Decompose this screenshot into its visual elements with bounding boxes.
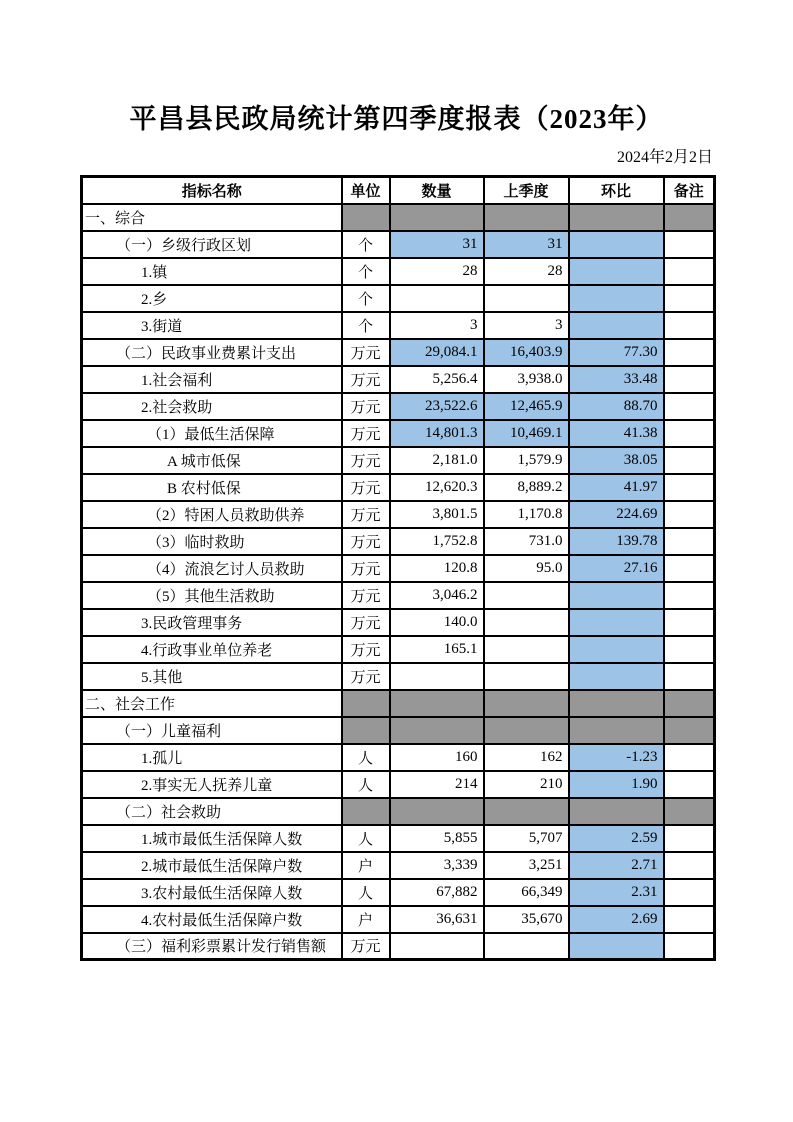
quantity-cell: 160 [390, 744, 484, 771]
note-cell [664, 582, 715, 609]
note-cell [664, 906, 715, 933]
indicator-label-cell: （4）流浪乞讨人员救助 [82, 555, 342, 582]
table-row [82, 771, 715, 798]
table-row [82, 393, 715, 420]
prev-quarter-cell [484, 663, 569, 690]
prev-quarter-cell [484, 204, 569, 231]
section-row [82, 798, 715, 825]
note-cell [664, 501, 715, 528]
ring-ratio-cell [569, 609, 664, 636]
indicator-label-cell: 1.镇 [82, 258, 342, 285]
unit-cell [342, 717, 390, 744]
unit-cell: 万元 [342, 447, 390, 474]
unit-cell [342, 690, 390, 717]
prev-quarter-cell [484, 285, 569, 312]
section-row [82, 717, 715, 744]
note-cell [664, 690, 715, 717]
indicator-label-cell: 一、综合 [82, 204, 342, 231]
unit-cell: 个 [342, 285, 390, 312]
unit-cell: 万元 [342, 474, 390, 501]
table-row [82, 447, 715, 474]
quantity-cell: 120.8 [390, 555, 484, 582]
ring-ratio-cell: 2.69 [569, 906, 664, 933]
indicator-label-cell: （2）特困人员救助供养 [82, 501, 342, 528]
note-cell [664, 744, 715, 771]
report-table [80, 175, 716, 961]
header-ring-ratio: 环比 [569, 177, 664, 204]
unit-cell: 个 [342, 312, 390, 339]
indicator-label-cell: 2.城市最低生活保障户数 [82, 852, 342, 879]
table-row [82, 366, 715, 393]
prev-quarter-cell [484, 636, 569, 663]
unit-cell: 个 [342, 231, 390, 258]
header-note: 备注 [664, 177, 715, 204]
unit-cell: 万元 [342, 582, 390, 609]
prev-quarter-cell: 28 [484, 258, 569, 285]
unit-cell: 人 [342, 771, 390, 798]
note-cell [664, 339, 715, 366]
indicator-label-cell: 1.孤儿 [82, 744, 342, 771]
quantity-cell: 3,046.2 [390, 582, 484, 609]
ring-ratio-cell: 88.70 [569, 393, 664, 420]
prev-quarter-cell: 8,889.2 [484, 474, 569, 501]
prev-quarter-cell: 10,469.1 [484, 420, 569, 447]
note-cell [664, 555, 715, 582]
note-cell [664, 312, 715, 339]
prev-quarter-cell [484, 717, 569, 744]
unit-cell: 万元 [342, 933, 390, 960]
quantity-cell: 5,855 [390, 825, 484, 852]
ring-ratio-cell: 41.97 [569, 474, 664, 501]
unit-cell: 人 [342, 744, 390, 771]
quantity-cell: 165.1 [390, 636, 484, 663]
prev-quarter-cell: 5,707 [484, 825, 569, 852]
unit-cell: 万元 [342, 663, 390, 690]
header-row [82, 177, 715, 204]
unit-cell: 万元 [342, 339, 390, 366]
ring-ratio-cell [569, 690, 664, 717]
table-row [82, 933, 715, 960]
indicator-label-cell: 3.农村最低生活保障人数 [82, 879, 342, 906]
indicator-label-cell: 3.街道 [82, 312, 342, 339]
header-quantity: 数量 [390, 177, 484, 204]
indicator-label-cell: B 农村低保 [82, 474, 342, 501]
table-row [82, 879, 715, 906]
quantity-cell: 3,339 [390, 852, 484, 879]
prev-quarter-cell: 95.0 [484, 555, 569, 582]
report-date: 2024年2月2日 [616, 149, 713, 166]
quantity-cell: 3,801.5 [390, 501, 484, 528]
section-row [82, 690, 715, 717]
prev-quarter-cell [484, 582, 569, 609]
indicator-label-cell: 5.其他 [82, 663, 342, 690]
note-cell [664, 609, 715, 636]
note-cell [664, 393, 715, 420]
indicator-label-cell: 2.乡 [82, 285, 342, 312]
report-table-body [82, 204, 715, 960]
ring-ratio-cell: 2.59 [569, 825, 664, 852]
note-cell [664, 528, 715, 555]
quantity-cell [390, 933, 484, 960]
table-row [82, 636, 715, 663]
unit-cell: 户 [342, 852, 390, 879]
note-cell [664, 798, 715, 825]
ring-ratio-cell [569, 798, 664, 825]
ring-ratio-cell [569, 285, 664, 312]
indicator-label-cell: 4.行政事业单位养老 [82, 636, 342, 663]
ring-ratio-cell: 224.69 [569, 501, 664, 528]
prev-quarter-cell: 31 [484, 231, 569, 258]
table-row [82, 528, 715, 555]
quantity-cell: 28 [390, 258, 484, 285]
note-cell [664, 285, 715, 312]
indicator-label-cell: （5）其他生活救助 [82, 582, 342, 609]
note-cell [664, 825, 715, 852]
quantity-cell [390, 285, 484, 312]
note-cell [664, 636, 715, 663]
table-row [82, 582, 715, 609]
indicator-label-cell: （二）社会救助 [82, 798, 342, 825]
unit-cell: 万元 [342, 609, 390, 636]
prev-quarter-cell [484, 933, 569, 960]
ring-ratio-cell [569, 717, 664, 744]
header-indicator-name: 指标名称 [82, 177, 342, 204]
quantity-cell: 3 [390, 312, 484, 339]
note-cell [664, 879, 715, 906]
prev-quarter-cell [484, 609, 569, 636]
prev-quarter-cell [484, 798, 569, 825]
table-row [82, 663, 715, 690]
unit-cell: 万元 [342, 501, 390, 528]
note-cell [664, 366, 715, 393]
unit-cell [342, 798, 390, 825]
prev-quarter-cell: 3,938.0 [484, 366, 569, 393]
quantity-cell: 14,801.3 [390, 420, 484, 447]
quantity-cell: 5,256.4 [390, 366, 484, 393]
unit-cell: 万元 [342, 636, 390, 663]
indicator-label-cell: 2.社会救助 [82, 393, 342, 420]
table-row [82, 906, 715, 933]
table-row [82, 258, 715, 285]
quantity-cell: 140.0 [390, 609, 484, 636]
prev-quarter-cell: 162 [484, 744, 569, 771]
ring-ratio-cell [569, 258, 664, 285]
prev-quarter-cell: 3,251 [484, 852, 569, 879]
table-row [82, 339, 715, 366]
note-cell [664, 933, 715, 960]
note-cell [664, 717, 715, 744]
ring-ratio-cell: 27.16 [569, 555, 664, 582]
ring-ratio-cell [569, 663, 664, 690]
note-cell [664, 447, 715, 474]
quantity-cell: 29,084.1 [390, 339, 484, 366]
note-cell [664, 771, 715, 798]
quantity-cell: 67,882 [390, 879, 484, 906]
note-cell [664, 663, 715, 690]
ring-ratio-cell: 1.90 [569, 771, 664, 798]
prev-quarter-cell: 210 [484, 771, 569, 798]
table-row [82, 420, 715, 447]
prev-quarter-cell: 35,670 [484, 906, 569, 933]
note-cell [664, 258, 715, 285]
prev-quarter-cell: 3 [484, 312, 569, 339]
quantity-cell: 214 [390, 771, 484, 798]
table-row [82, 231, 715, 258]
section-row [82, 204, 715, 231]
quantity-cell [390, 717, 484, 744]
prev-quarter-cell: 12,465.9 [484, 393, 569, 420]
table-row [82, 555, 715, 582]
quantity-cell [390, 663, 484, 690]
unit-cell: 万元 [342, 555, 390, 582]
ring-ratio-cell: 2.31 [569, 879, 664, 906]
note-cell [664, 474, 715, 501]
table-row [82, 285, 715, 312]
indicator-label-cell: 1.社会福利 [82, 366, 342, 393]
note-cell [664, 852, 715, 879]
table-row [82, 501, 715, 528]
ring-ratio-cell: 38.05 [569, 447, 664, 474]
indicator-label-cell: 4.农村最低生活保障户数 [82, 906, 342, 933]
header-prev-quarter: 上季度 [484, 177, 569, 204]
quantity-cell: 31 [390, 231, 484, 258]
table-row [82, 825, 715, 852]
prev-quarter-cell: 1,170.8 [484, 501, 569, 528]
ring-ratio-cell: 41.38 [569, 420, 664, 447]
table-row [82, 744, 715, 771]
ring-ratio-cell [569, 204, 664, 231]
quantity-cell: 36,631 [390, 906, 484, 933]
ring-ratio-cell [569, 636, 664, 663]
ring-ratio-cell [569, 933, 664, 960]
note-cell [664, 420, 715, 447]
table-row [82, 312, 715, 339]
unit-cell: 万元 [342, 420, 390, 447]
indicator-label-cell: A 城市低保 [82, 447, 342, 474]
note-cell [664, 204, 715, 231]
table-row [82, 474, 715, 501]
prev-quarter-cell [484, 690, 569, 717]
ring-ratio-cell: -1.23 [569, 744, 664, 771]
report-title: 平昌县民政局统计第四季度报表（2023年） [129, 104, 664, 134]
unit-cell [342, 204, 390, 231]
unit-cell: 万元 [342, 528, 390, 555]
prev-quarter-cell: 66,349 [484, 879, 569, 906]
prev-quarter-cell: 731.0 [484, 528, 569, 555]
indicator-label-cell: （一）儿童福利 [82, 717, 342, 744]
unit-cell: 个 [342, 258, 390, 285]
unit-cell: 万元 [342, 393, 390, 420]
unit-cell: 户 [342, 906, 390, 933]
table-row [82, 852, 715, 879]
prev-quarter-cell: 1,579.9 [484, 447, 569, 474]
quantity-cell [390, 204, 484, 231]
indicator-label-cell: （3）临时救助 [82, 528, 342, 555]
ring-ratio-cell: 77.30 [569, 339, 664, 366]
indicator-label-cell: （三）福利彩票累计发行销售额 [82, 933, 342, 960]
quantity-cell: 1,752.8 [390, 528, 484, 555]
ring-ratio-cell: 33.48 [569, 366, 664, 393]
ring-ratio-cell [569, 582, 664, 609]
table-row [82, 609, 715, 636]
unit-cell: 人 [342, 825, 390, 852]
indicator-label-cell: 2.事实无人抚养儿童 [82, 771, 342, 798]
note-cell [664, 231, 715, 258]
quantity-cell: 2,181.0 [390, 447, 484, 474]
unit-cell: 人 [342, 879, 390, 906]
prev-quarter-cell: 16,403.9 [484, 339, 569, 366]
quantity-cell: 23,522.6 [390, 393, 484, 420]
ring-ratio-cell [569, 231, 664, 258]
indicator-label-cell: （1）最低生活保障 [82, 420, 342, 447]
ring-ratio-cell: 2.71 [569, 852, 664, 879]
quantity-cell: 12,620.3 [390, 474, 484, 501]
indicator-label-cell: 3.民政管理事务 [82, 609, 342, 636]
indicator-label-cell: 1.城市最低生活保障人数 [82, 825, 342, 852]
indicator-label-cell: （一）乡级行政区划 [82, 231, 342, 258]
header-unit: 单位 [342, 177, 390, 204]
unit-cell: 万元 [342, 366, 390, 393]
ring-ratio-cell [569, 312, 664, 339]
indicator-label-cell: 二、社会工作 [82, 690, 342, 717]
quantity-cell [390, 798, 484, 825]
quantity-cell [390, 690, 484, 717]
indicator-label-cell: （二）民政事业费累计支出 [82, 339, 342, 366]
ring-ratio-cell: 139.78 [569, 528, 664, 555]
